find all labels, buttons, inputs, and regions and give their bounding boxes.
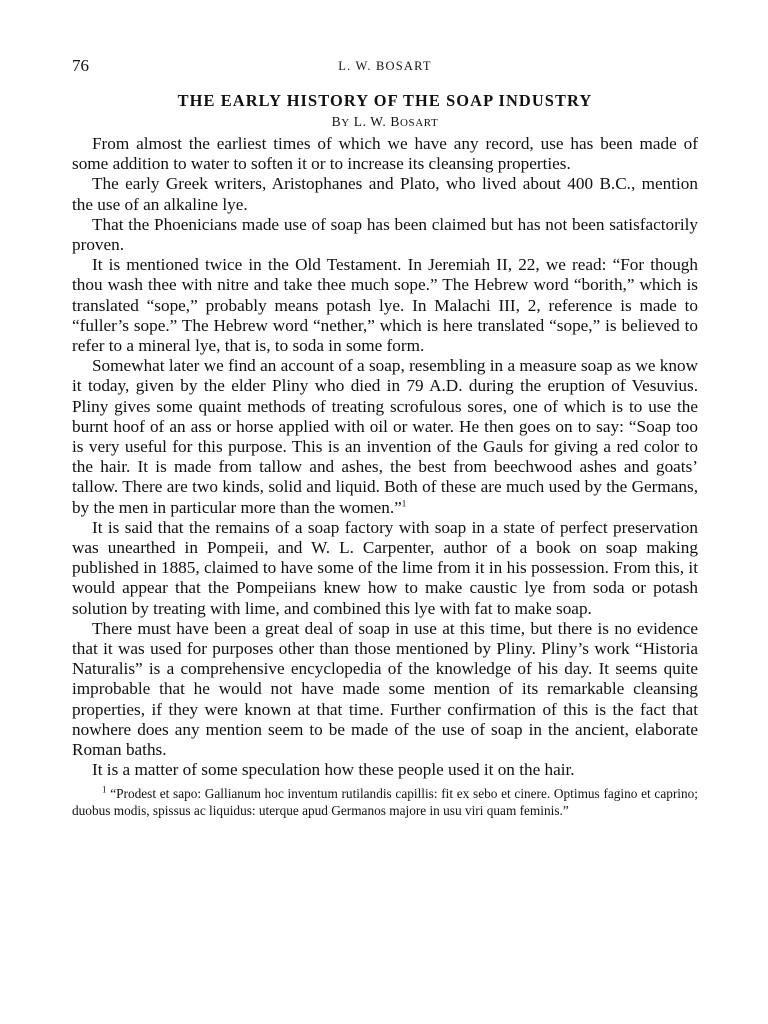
paragraph: From almost the earliest times of which we have any record, use has been made of some addition to water to soften it or to increase its cleansing properties.: [72, 134, 698, 174]
byline: [72, 114, 698, 130]
running-author: L. W. BOSART: [338, 59, 432, 73]
running-header: [72, 56, 698, 82]
paragraph-with-footnote: [72, 356, 698, 518]
footnote-marker: 1: [102, 784, 107, 795]
byline-surname-small-caps: OSART: [399, 117, 439, 129]
paragraph: There must have been a great deal of soap in use at this time, but there is no evidence that it was used for purposes other than those mentioned by Pliny. Pliny’s work “Historia Naturalis” is a comprehensive encyclopedia of the knowledge of his day. It seems quite improbable that he would not have made some mention of its remarkable cleansing properties, if they were known at that time. Further confirmation of this is the fact that nowhere does any mention seem to be made of the use of soap in the ancient, elaborate Roman baths.: [72, 618, 698, 760]
paragraph: The early Greek writers, Aristophanes and Plato, who lived about 400 B.C., mention the use of an alkaline lye.: [72, 174, 698, 214]
article-body: [72, 134, 698, 781]
paragraph: That the Phoenicians made use of soap has been claimed but has not been satisfactorily proven.: [72, 214, 698, 255]
paragraph: It is mentioned twice in the Old Testament. In Jeremiah II, 22, we read: “For though thou wash thee with nitre and take thee much sope.” The Hebrew word “borith,” which is translated “sope,” probably means potash lye. In Malachi III, 2, reference is made to “fuller’s sope.” The Hebrew word “nether,” which is here translated “sope,” is believed to refer to a mineral lye, that is, to soda in some form.: [72, 255, 698, 356]
footnote-reference: 1: [401, 497, 407, 508]
byline-initials: L. W. B: [353, 114, 400, 129]
byline-prefix: B: [331, 114, 342, 129]
article-title: THE EARLY HISTORY OF THE SOAP INDUSTRY: [177, 91, 593, 110]
document-page: [72, 56, 698, 820]
page-number: 76: [72, 56, 89, 75]
byline-prefix-small-caps: Y: [341, 117, 350, 129]
paragraph: It is a matter of some speculation how these people used it on the hair.: [92, 760, 575, 780]
paragraph-text: Somewhat later we find an account of a soap, resembling in a measure soap as we know it today, given by the elder Pliny who died in 79 A.D. during the eruption of Vesuvius. Pliny gives some quaint methods of treating scrofulous sores, one of which is to use the burnt hoof of an ass or horse applied with oil or water. He then goes on to say: “Soap too is very useful for this purpose. This is an invention of the Gauls for giving a red color to the hair. It is made from tallow and ashes, the best from beechwood ashes and goats’ tallow. There are two kinds, solid and liquid. Both of these are much used by the Germans, by the men in particular more than the women.”: [72, 356, 698, 517]
footnote: [72, 785, 698, 820]
paragraph: It is said that the remains of a soap factory with soap in a state of perfect preservation was unearthed in Pompeii, and W. L. Carpenter, author of a book on soap making published in 1885, claimed to have some of the lime from it in his possession. From this, it would appear that the Pompeiians knew how to make caustic lye from soda or potash solution by treating with lime, and combined this lye with fat to make soap.: [72, 517, 698, 618]
footnote-text: “Prodest et sapo: Gallianum hoc inventum rutilandis capillis: fit ex sebo et cinere. Optimus fagino et caprino; duobus modis, spissus ac liquidus: uterque apud Germanos majore in usu viri quam feminis.”: [72, 785, 698, 818]
